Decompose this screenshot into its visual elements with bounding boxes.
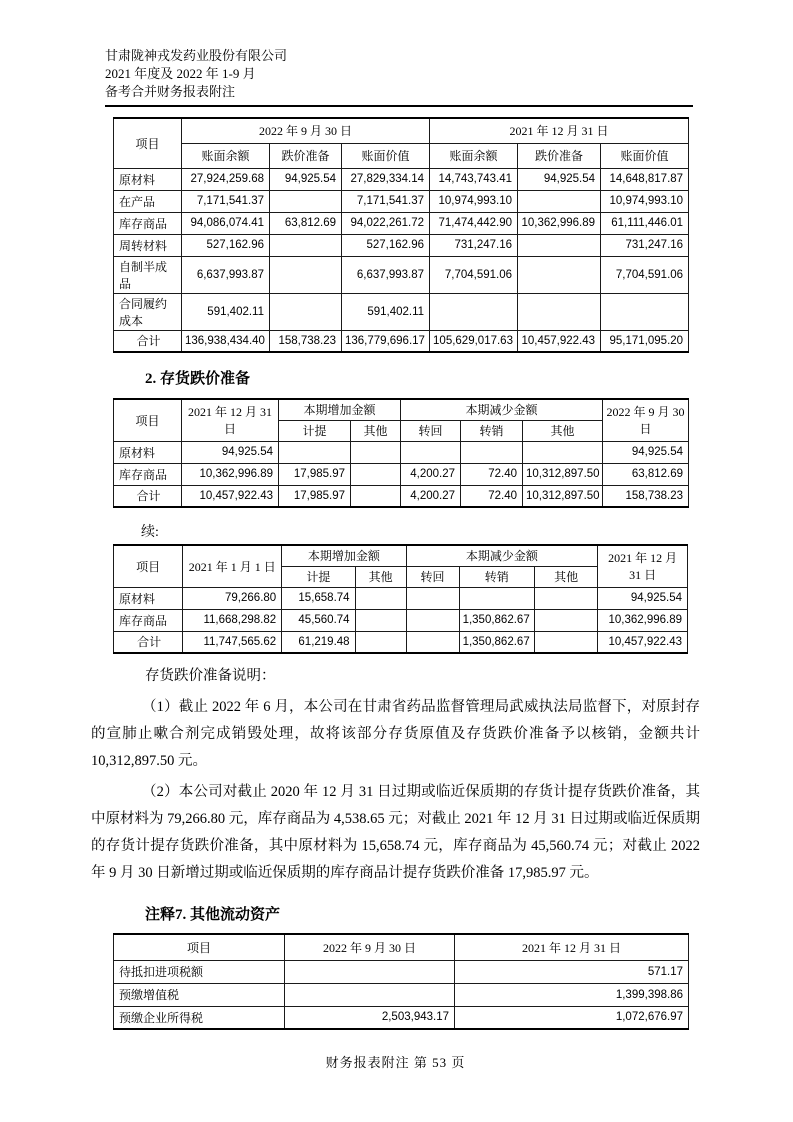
column-group-2022-09-30: 2022 年 9 月 30 日: [182, 118, 430, 143]
cell-value: 94,925.54: [270, 168, 342, 190]
cell-value: 61,219.48: [282, 631, 355, 653]
table-row: [114, 168, 689, 190]
page-footer: 财务报表附注 第 53 页: [325, 1055, 466, 1070]
cell-value: 731,247.16: [601, 234, 689, 256]
row-label: 自制半成品: [114, 256, 182, 293]
report-period: 2021 年度及 2022 年 1-9 月: [105, 66, 256, 81]
row-label: 合计: [114, 631, 183, 653]
cell-value: 63,812.69: [270, 212, 342, 234]
company-name: 甘肃陇神戎发药业股份有限公司: [105, 48, 288, 63]
cell-value: 11,747,565.62: [183, 631, 282, 653]
column-header-item: 项目: [114, 545, 183, 587]
column-header-2021-12-31: 2021 年 12 月 31 日: [455, 934, 689, 960]
note-paragraph-1: （1）截止 2022 年 6 月，本公司在甘肃省药品监督管理局武威执法局监督下，对原封存的宣肺止嗽合剂完成销毁处理，故将该部分存货原值及存货跌价准备予以核销，金额共计 10,312,897.50 元。: [91, 699, 700, 769]
note-paragraph-2: （2）本公司对截止 2020 年 12 月 31 日过期或临近保质期的存货计提存货跌价准备，其中原材料为 79,266.80 元，库存商品为 4,538.65 元；对截止 2021 年 12 月 31 日过期或临近保质期的存货计提存货跌价准备，其中原材料为 15,658.74 元，库存商品为 45,560.74 元；对截止 2022 年 9 月 30 日新增过期或临近保质期的库存商品计提存货跌价准备 17,985.97 元。: [91, 784, 700, 881]
cell-value: [518, 234, 601, 256]
cell-value: 6,637,993.87: [342, 256, 430, 293]
cell-value: 10,457,922.43: [518, 330, 601, 352]
cell-value: 14,743,743.41: [430, 168, 518, 190]
page-content: [91, 47, 700, 1071]
cell-value: [270, 293, 342, 330]
provision-table-current-period: [113, 398, 689, 508]
cell-value: 27,924,259.68: [182, 168, 270, 190]
cell-value: [406, 631, 459, 653]
cell-value: 94,925.54: [598, 587, 688, 609]
cell-value: 94,022,261.72: [342, 212, 430, 234]
cell-value: [535, 631, 598, 653]
notes-heading: 存货跌价准备说明：: [145, 668, 276, 684]
column-header-opening: 2021 年 1 月 1 日: [183, 545, 282, 587]
cell-value: 136,938,434.40: [182, 330, 270, 352]
table-row: [114, 631, 688, 653]
row-label: 库存商品: [114, 609, 183, 631]
row-label: 待抵扣进项税额: [114, 960, 285, 983]
cell-value: 10,312,897.50: [523, 463, 603, 485]
document-header: [105, 47, 700, 101]
cell-value: [461, 441, 523, 463]
cell-value: 61,111,446.01: [601, 212, 689, 234]
cell-value: [351, 441, 401, 463]
subheader-other: 其他: [535, 566, 598, 587]
row-label: 原材料: [114, 587, 183, 609]
subheader-other: 其他: [355, 566, 406, 587]
table-row: [114, 212, 689, 234]
subheader-reversal: 转回: [401, 420, 461, 441]
cell-value: 591,402.11: [342, 293, 430, 330]
subheader-other: 其他: [523, 420, 603, 441]
header-divider: [105, 105, 693, 107]
cell-value: 72.40: [461, 485, 523, 507]
cell-value: [523, 441, 603, 463]
table-header-row: [114, 118, 689, 143]
cell-value: 10,457,922.43: [182, 485, 279, 507]
cell-value: [355, 631, 406, 653]
cell-value: 1,072,676.97: [455, 1006, 689, 1029]
cell-value: [285, 983, 455, 1006]
cell-value: 14,648,817.87: [601, 168, 689, 190]
cell-value: [355, 587, 406, 609]
report-title: 备考合并财务报表附注: [105, 84, 236, 99]
column-group-decrease: 本期减少金额: [406, 545, 598, 566]
cell-value: 17,985.97: [279, 485, 351, 507]
cell-value: 27,829,334.14: [342, 168, 430, 190]
column-header-item: 项目: [114, 934, 285, 960]
cell-value: 10,457,922.43: [598, 631, 688, 653]
row-label: 合计: [114, 485, 182, 507]
table-row: [114, 485, 689, 507]
cell-value: 94,925.54: [182, 441, 279, 463]
cell-value: 79,266.80: [183, 587, 282, 609]
cell-value: [518, 256, 601, 293]
row-label: 原材料: [114, 168, 182, 190]
section-title-other-current-assets: 注释7. 其他流动资产: [145, 907, 281, 923]
section-title-provision: 2. 存货跌价准备: [145, 371, 251, 387]
row-label: 预缴企业所得税: [114, 1006, 285, 1029]
table-row: [114, 256, 689, 293]
table-row: [114, 234, 689, 256]
subheader-writeoff: 转销: [459, 566, 534, 587]
cell-value: 94,086,074.41: [182, 212, 270, 234]
cell-value: 72.40: [461, 463, 523, 485]
cell-value: [285, 960, 455, 983]
cell-value: 95,171,095.20: [601, 330, 689, 352]
cell-value: 10,362,996.89: [518, 212, 601, 234]
cell-value: [535, 609, 598, 631]
column-group-2021-12-31: 2021 年 12 月 31 日: [430, 118, 689, 143]
cell-value: 591,402.11: [182, 293, 270, 330]
cell-value: 136,779,696.17: [342, 330, 430, 352]
row-label: 预缴增值税: [114, 983, 285, 1006]
cell-value: [351, 463, 401, 485]
column-header-item: 项目: [114, 118, 182, 168]
subheader-book-balance: 账面余额: [182, 143, 270, 168]
cell-value: 94,925.54: [603, 441, 689, 463]
column-header-closing: 2022 年 9 月 30 日: [603, 399, 689, 441]
cell-value: 94,925.54: [518, 168, 601, 190]
cell-value: 2,503,943.17: [285, 1006, 455, 1029]
cell-value: 10,312,897.50: [523, 485, 603, 507]
cell-value: 7,704,591.06: [430, 256, 518, 293]
cell-value: [601, 293, 689, 330]
subheader-writeoff: 转销: [461, 420, 523, 441]
cell-value: 10,362,996.89: [598, 609, 688, 631]
cell-value: [270, 190, 342, 212]
subheader-provision: 跌价准备: [518, 143, 601, 168]
cell-value: 4,200.27: [401, 485, 461, 507]
table-row: [114, 1006, 689, 1029]
subheader-accrual: 计提: [279, 420, 351, 441]
cell-value: [430, 293, 518, 330]
row-label: 合同履约成本: [114, 293, 182, 330]
column-group-decrease: 本期减少金额: [401, 399, 603, 420]
cell-value: 1,350,862.67: [459, 631, 534, 653]
cell-value: 1,350,862.67: [459, 609, 534, 631]
table-header-row: [114, 399, 689, 420]
subheader-other: 其他: [351, 420, 401, 441]
table-row: [114, 441, 689, 463]
cell-value: [406, 609, 459, 631]
table-row: [114, 330, 689, 352]
cell-value: 10,974,993.10: [601, 190, 689, 212]
cell-value: 11,668,298.82: [183, 609, 282, 631]
cell-value: 6,637,993.87: [182, 256, 270, 293]
cell-value: 7,171,541.37: [342, 190, 430, 212]
cell-value: 571.17: [455, 960, 689, 983]
cell-value: [351, 485, 401, 507]
table-header-row: [114, 934, 689, 960]
column-header-opening: 2021 年 12 月 31 日: [182, 399, 279, 441]
table-row: [114, 587, 688, 609]
cell-value: 15,658.74: [282, 587, 355, 609]
cell-value: 10,974,993.10: [430, 190, 518, 212]
cell-value: 45,560.74: [282, 609, 355, 631]
column-group-increase: 本期增加金额: [279, 399, 401, 420]
provision-table-prior-period: [113, 544, 688, 654]
cell-value: 158,738.23: [270, 330, 342, 352]
cell-value: [270, 234, 342, 256]
other-current-assets-table: [113, 933, 689, 1030]
cell-value: 10,362,996.89: [182, 463, 279, 485]
column-header-2022-09-30: 2022 年 9 月 30 日: [285, 934, 455, 960]
subheader-provision: 跌价准备: [270, 143, 342, 168]
subheader-book-value: 账面价值: [342, 143, 430, 168]
cell-value: 1,399,398.86: [455, 983, 689, 1006]
row-label: 合计: [114, 330, 182, 352]
subheader-reversal: 转回: [406, 566, 459, 587]
cell-value: [355, 609, 406, 631]
row-label: 周转材料: [114, 234, 182, 256]
cell-value: 63,812.69: [603, 463, 689, 485]
row-label: 库存商品: [114, 212, 182, 234]
cell-value: 7,171,541.37: [182, 190, 270, 212]
table-row: [114, 983, 689, 1006]
inventory-balance-table: [113, 117, 689, 353]
subheader-accrual: 计提: [282, 566, 355, 587]
cell-value: [270, 256, 342, 293]
row-label: 库存商品: [114, 463, 182, 485]
cell-value: [406, 587, 459, 609]
column-header-item: 项目: [114, 399, 182, 441]
subheader-book-value: 账面价值: [601, 143, 689, 168]
cell-value: [518, 293, 601, 330]
cell-value: 158,738.23: [603, 485, 689, 507]
cell-value: 17,985.97: [279, 463, 351, 485]
cell-value: [518, 190, 601, 212]
cell-value: 4,200.27: [401, 463, 461, 485]
cell-value: [279, 441, 351, 463]
continued-label: 续:: [141, 525, 159, 540]
cell-value: 7,704,591.06: [601, 256, 689, 293]
column-header-closing: 2021 年 12 月 31 日: [598, 545, 688, 587]
cell-value: 105,629,017.63: [430, 330, 518, 352]
table-row: [114, 463, 689, 485]
cell-value: 71,474,442.90: [430, 212, 518, 234]
table-subheader-row: [114, 143, 689, 168]
cell-value: 731,247.16: [430, 234, 518, 256]
cell-value: 527,162.96: [182, 234, 270, 256]
table-header-row: [114, 545, 688, 566]
row-label: 原材料: [114, 441, 182, 463]
table-row: [114, 293, 689, 330]
table-row: [114, 960, 689, 983]
cell-value: 527,162.96: [342, 234, 430, 256]
cell-value: [459, 587, 534, 609]
table-row: [114, 190, 689, 212]
column-group-increase: 本期增加金额: [282, 545, 406, 566]
row-label: 在产品: [114, 190, 182, 212]
subheader-book-balance: 账面余额: [430, 143, 518, 168]
cell-value: [401, 441, 461, 463]
cell-value: [535, 587, 598, 609]
table-row: [114, 609, 688, 631]
